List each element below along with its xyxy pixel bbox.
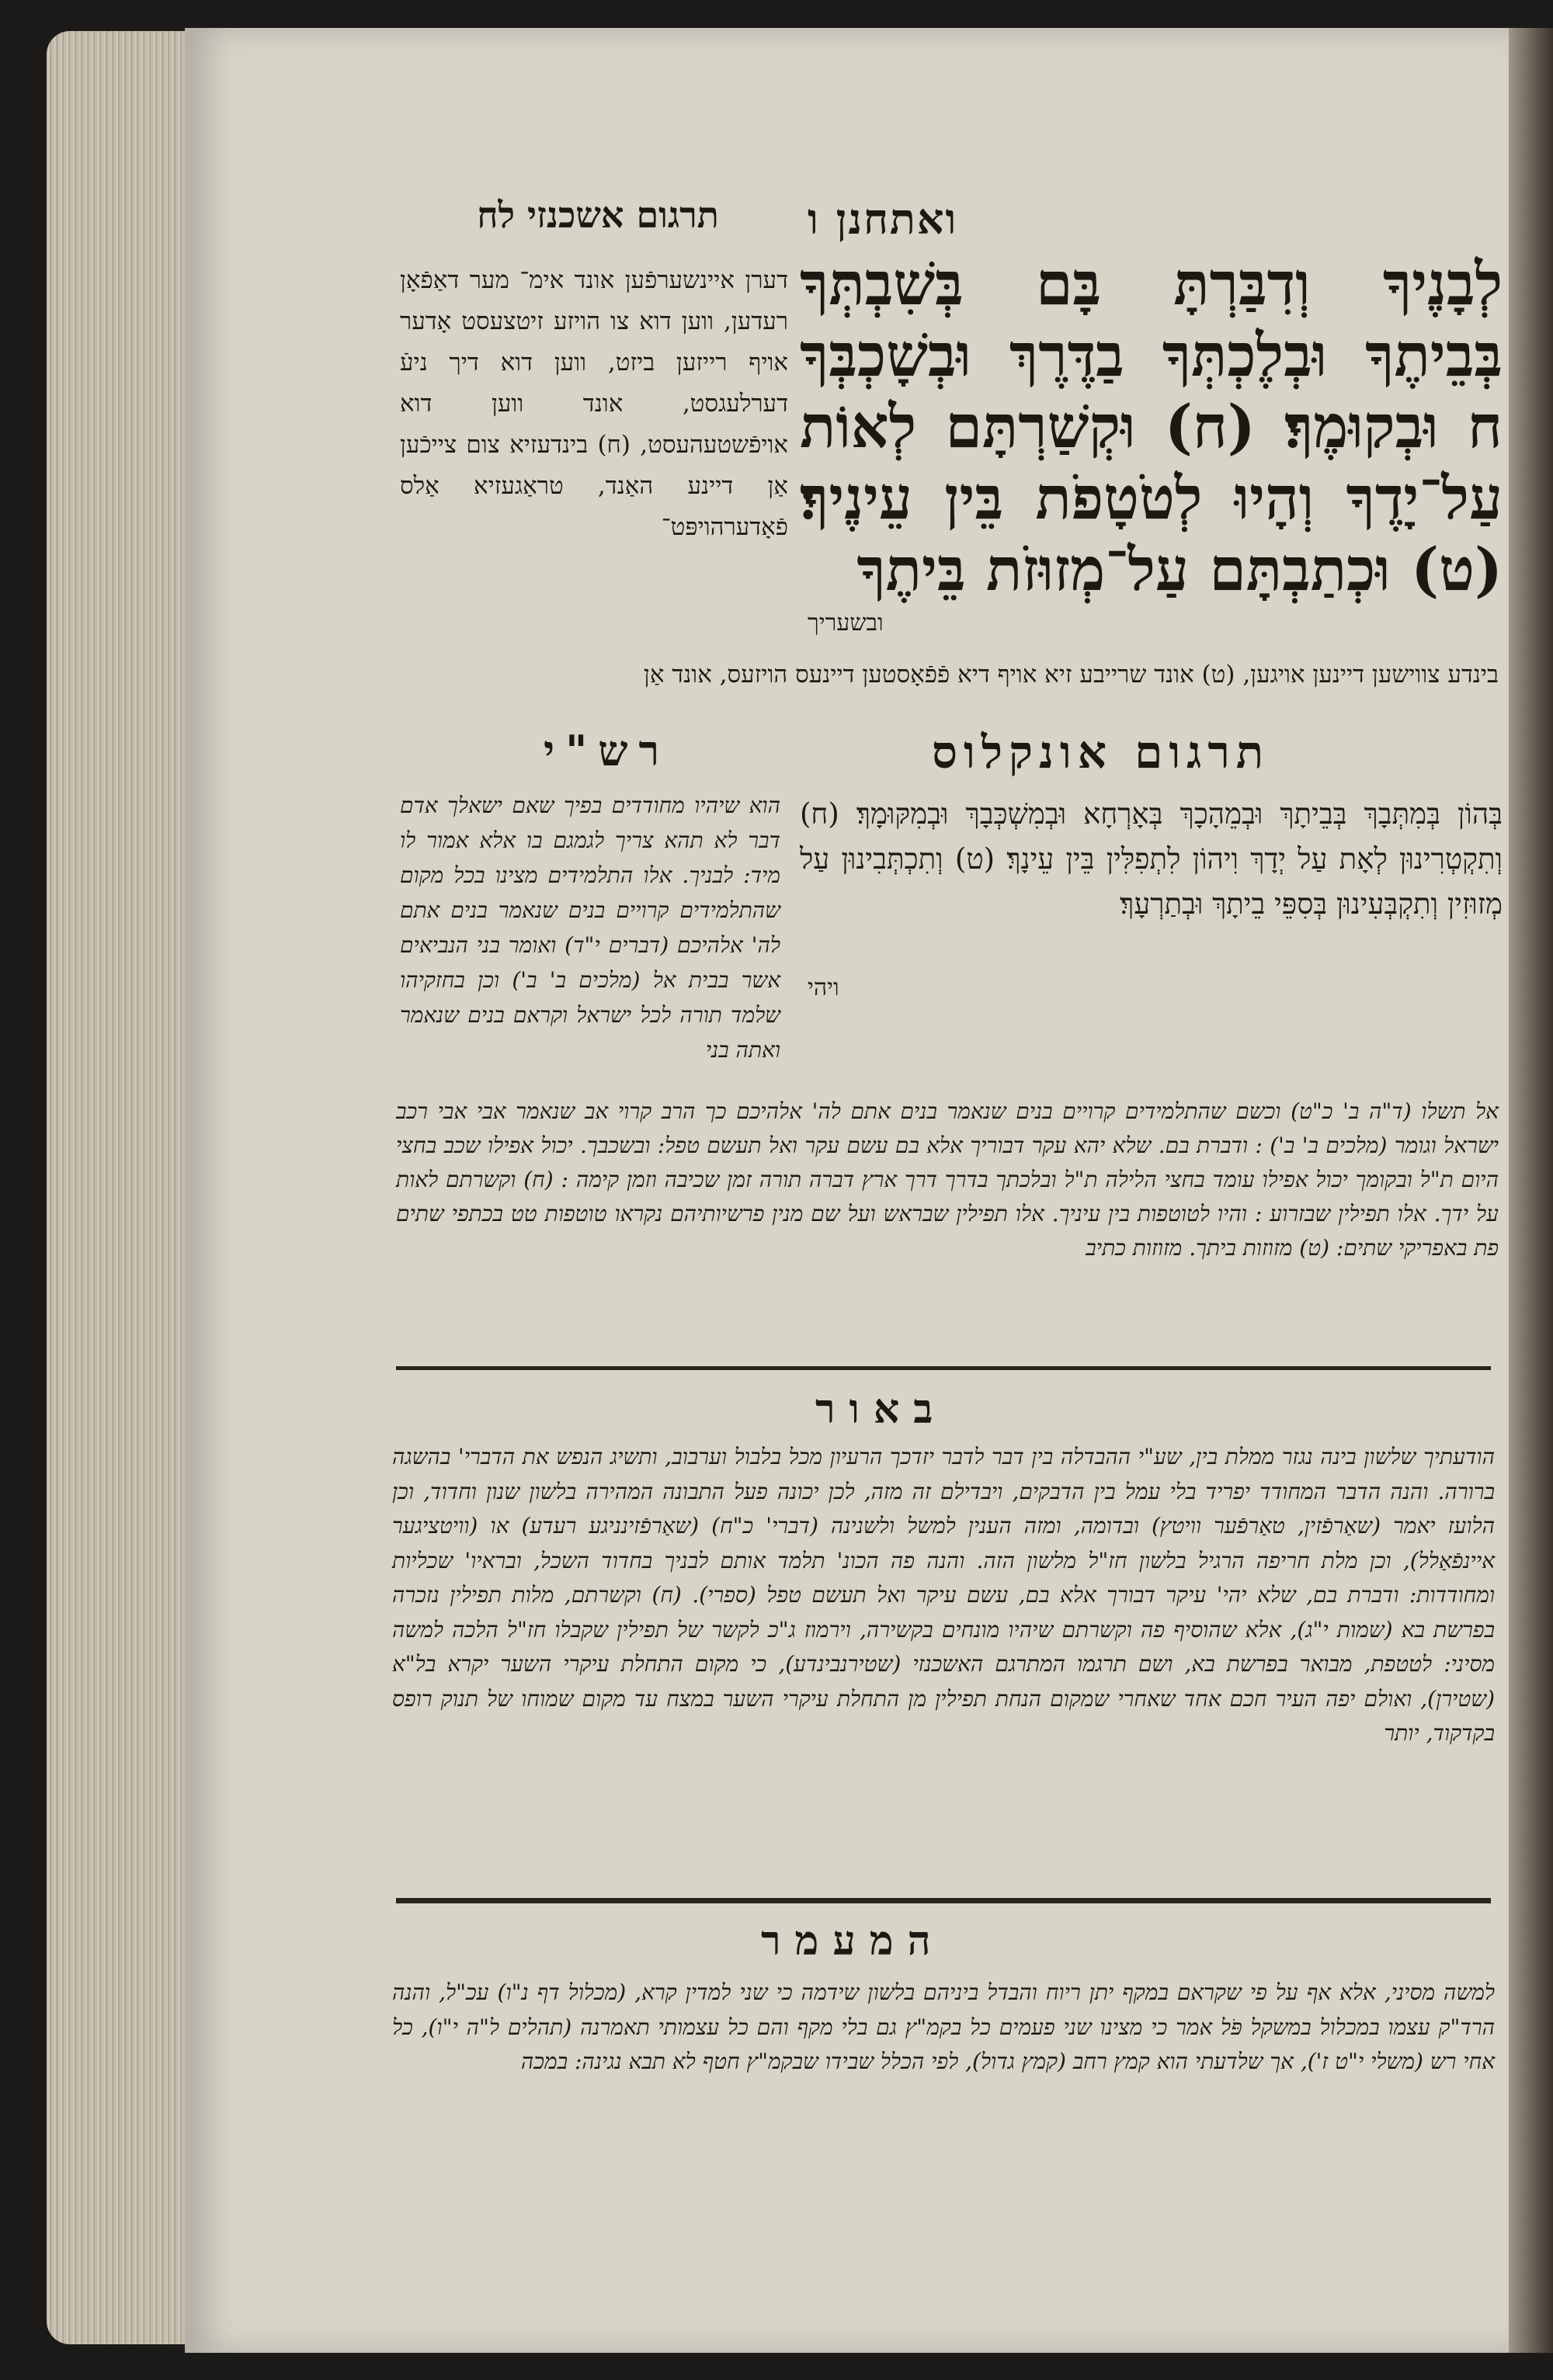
section-rule-top	[396, 1366, 1491, 1370]
book-gutter	[1509, 28, 1553, 2353]
section-rule-bottom	[396, 1898, 1491, 1903]
rashi-column-text: הוא שיהיו מחודדים בפיך שאם ישאלך אדם דבר לא תהא צריך לגמגם בו אלא אמור לו מיד: לבניך. אלו התלמידים מצינו בכל מקום שהתלמידים קרויים בנים שנאמר בנים אתם לה' אלהיכם (דברים י"ד) ואומר בני הנביאים אשר בבית אל (מלכים ב' ב') וכן בחזקיהו שלמד תורה לכל ישראל וקראם בנים שנאמר ואתה בני	[400, 793, 780, 1063]
hameamar-text: למשה מסיני, אלא אף על פי שקראם במקף יתן ריוח והבדל ביניהם בלשון שידמה כי שני למדין קרא, (מכלול דף נ"ו) עכ"ל, והנה הרד"ק עצמו במכלול במשקל פֹּל אמר כי מצינו שני פעמים כל בקמ"ץ גם בלי מקף והם כל עצמותי תאמרנה (תהלים ל"ה י"ו), כל אחי רש (משלי י"ט ז'), אך שלדעתי הוא קמץ רחב (קמץ גדול), לפי הכלל שבידו שבקמ"ץ חטף לא תבא נגינה: במכה	[392, 1979, 1495, 2074]
main-verse-text: לְבָנֶיךָ וְדִבַּרְתָּ בָּם בְּשִׁבְתְּךָ בְּבֵיתֶךָ וּבְלֶכְתְּךָ בַדֶּרֶךְ וּבְשָׁכְבְּךָ ח וּבְקוּמֶךָ׃ (ח) וּקְשַׁרְתָּם לְאוֹת עַל־יָדֶךָ וְהָיוּ לְטֹטָפֹת בֵּין עֵינֶיךָ׃ (ט) וּכְתַבְתָּם עַל־מְזוּזֹת בֵּיתֶךָ	[800, 249, 1503, 604]
onkelos-text: בְּהוֹן בְּמִתְּבָךְ בְּבֵיתָךְ וּבְמֵהָכָךְ בְּאָרְחָא וּבְמִשְׁכְּבָךְ וּבְמִקּוּמָךְ׃ (ח) וְתִקְטְרִינוּן לְאָת עַל יְדָךְ וִיהוֹן לִתְפִלִּין בֵּין עֵינָךְ׃ (ט) וְתִכְתְּבִינוּן עַל מְזוּזִין וְתִקְבְּעִינוּן בְּסִפֵּי בֵיתָךְ וּבְתַרְעָךְ׃	[800, 797, 1503, 921]
main-catchword: ובשעריך	[808, 609, 884, 637]
rashi-full-width-text: אל תשלו (ד"ה ב' כ"ט) וכשם שהתלמידים קרויים בנים שנאמר בנים אתם לה' אלהיכם כך הרב קרוי אב שנאמר אבי אבי רכב ישראל וגומר (מלכים ב' ב') : ודברת בם. שלא יהא עקר דבוריך אלא בם עשם עקר ואל תעשם טפל: ובשכבך. יכול אפילו שכב בחצי היום ת"ל ובקומך יכול אפילו עומד בחצי הלילה ת"ל ובלכתך בדרך דרך ארץ דברה תורה זמן שכיבה וזמן קימה : (ח) וקשרתם לאות על ידך. אלו תפילין שבזרוע : והיו לטוטפות בין עיניך. אלו תפילין שבראש ועל שם מנין פרשיותיהם נקראו טוטפות טט בכתפי שתים פת באפריקי שתים: (ט) מזוזות ביתך. מזוזות כתיב	[396, 1098, 1499, 1261]
rashi-heading: רש"י	[544, 726, 671, 775]
running-header-title: תרגום אשכנזי לח	[477, 194, 719, 236]
yiddish-translation-column: דערן איינשערפֿען אונד אימ־ מער דאַפֿאָן רעדען, ווען דוא צו הויזע זיטצעסט אָדער אויף רייזען ביזט, ווען דוא דיך ניעֿ דערלעגסט, אונד ווען דוא אויפֿשטעהעסט, (ח) בינדעזיא צום צייכֿען אַן דיינע האַנד, טראַגעזיא אַלס פֿאָדערהויפּט־	[400, 266, 788, 541]
hameamar-heading: המעמר	[761, 1917, 945, 1965]
onkelos-catchword: ויהי	[808, 974, 839, 1001]
onkelos-heading: תרגום אונקלוס	[932, 726, 1270, 779]
running-header-portion: ואתחנן ו	[808, 194, 958, 244]
biur-heading: באור	[815, 1386, 947, 1433]
yiddish-translation-continuation: בינדע צווישען דיינען אויגען, (ט) אונד שרייבע זיא אויף דיא פֿפֿאָסטען דיינעס הויזעס, אונד אַן	[643, 661, 1499, 689]
biur-text: הודעתיך שלשון בינה נגזר ממלת בין, שע"י ההבדלה בין דבר לדבר יזדכך הרעיון מכל בלבול וערבוב, ותשיג הנפש את הדברי' בהשגה ברורה. והנה הדבר המחודד יפריד בלי עמל בין הדבקים, ויבדילם זה מזה, לכן יכונה פעל התבונה המהירה בלשון שנון וחדוד, וכן הלועז יאמר (שאַרפֿזין, טאַרפֿער וויטץ) ובדומה, ומזה הענין למשל ולשנינה (דברי' כ"ח) (שאַרפֿזינניגע רעדע) או (וויטציגער איינפֿאַלל), וכן מלת חריפה הרגיל בלשון חז"ל מלשון הזה. והנה פה הכונ' תלמד אותם לבניך בחדוד השכל, ובראיו' שכליות ומחודדות: ודברת בם, שלא יהי' עיקר דבורך אלא בם, עשם עיקר ואל תעשם טפל (ספרי). (ח) וקשרתם, מלות תפילין נזכרה בפרשת בא (שמות י"ג), אלא שהוסיף פה וקשרתם שיהיו מונחים בקשירה, וירמוז ג"כ לקשר של תפילין שקבלו חז"ל הלכה למשה מסיני: לטטפת, מבואר בפרשת בא, ושם תרגמו המתרגם האשכנזי (שטירנבינדע), כי מקום התחלת עיקרי השער יקרא בל"א (שטירן), ואולם יפה העיר חכם אחד שאחרי שמקום הנחת תפילין מן התחלת עיקרי השער במצח עד מקום שמוחו של תנוק רופס בקדקוד, יותר	[392, 1444, 1495, 1746]
book-page-edges	[47, 31, 194, 2344]
